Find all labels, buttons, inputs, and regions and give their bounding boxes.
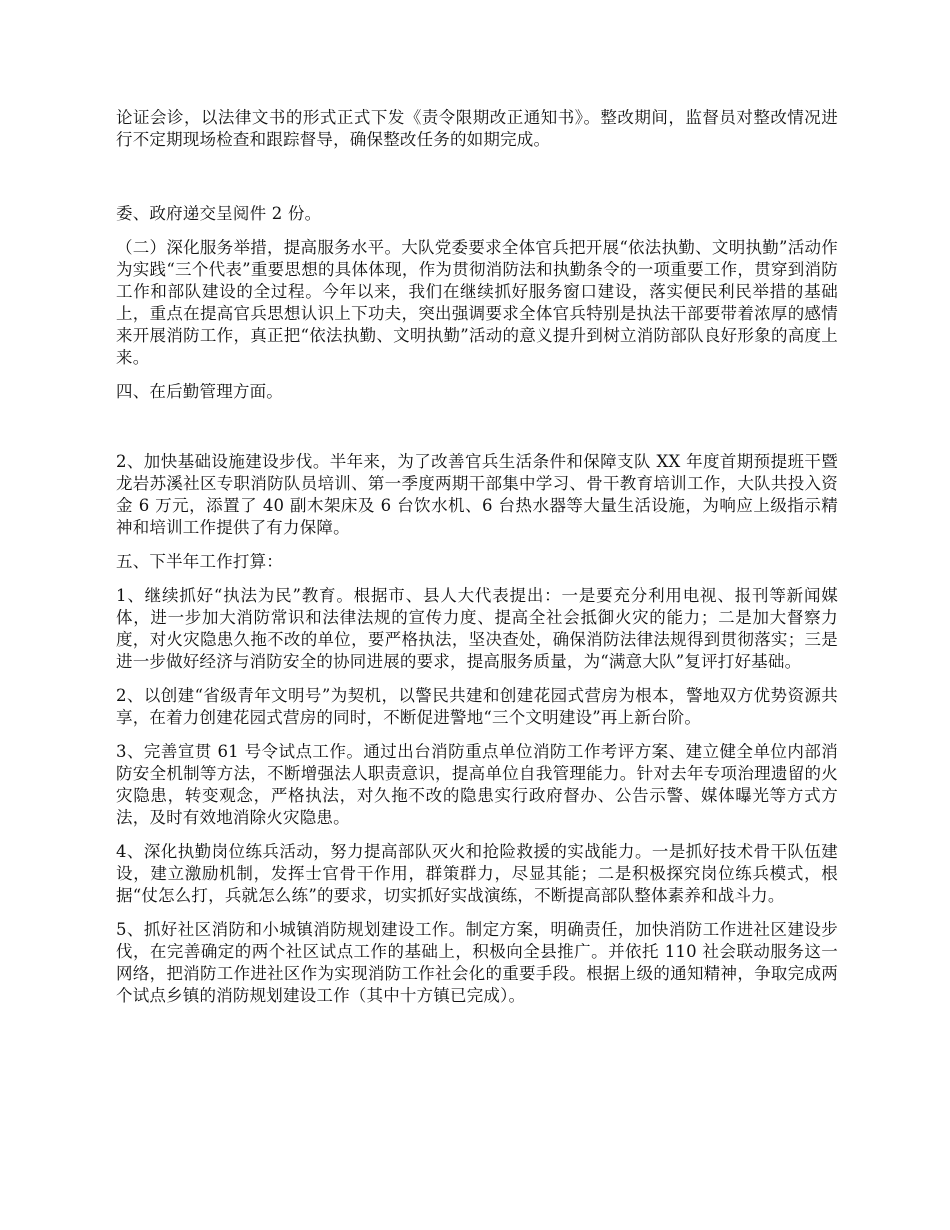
plan-item-1: 1、继续抓好“执法为民”教育。根据市、县人大代表提出：一是要充分利用电视、报刊等新闻媒体，进一步加大消防常识和法律法规的宣传力度、提高全社会抵御火灾的能力；二是加大督察力度，对火灾隐患久拖不改的单位，要严格执法，坚决查处，确保消防法律法规得到贯彻落实；三是进一步做好经济与消防安全的协同进展的要求，提高服务质量，为“满意大队”复评打好基础。 xyxy=(116,586,838,671)
paragraph-gap xyxy=(116,829,838,841)
plan-item-4: 4、深化执勤岗位练兵活动，努力提高部队灭火和抢险救援的实战能力。一是抓好技术骨干队伍建设，建立激励机制，发挥士官骨干作用，群策群力，尽显其能；二是积极探究岗位练兵模式，根据“仗怎么打，兵就怎么练”的要求，切实抓好实战演练，不断提高部队整体素养和战斗力。 xyxy=(116,842,838,905)
paragraph-submission: 委、政府递交呈阅件 2 份。 xyxy=(116,204,322,223)
paragraph-gap xyxy=(116,907,838,919)
paragraph-rectification: 论证会诊，以法律文书的形式正式下发《责令限期改正通知书》。整改期间，监督员对整改情况进行不定期现场检查和跟踪督导，确保整改任务的如期完成。 xyxy=(116,108,838,149)
paragraph-gap xyxy=(116,151,838,203)
paragraph-gap xyxy=(116,539,838,551)
document-page xyxy=(116,107,838,1007)
paragraph-service-measures: （二）深化服务举措，提高服务水平。大队党委要求全体官兵把开展“依法执勤、文明执勤”活动作为实践“三个代表”重要思想的具体体现，作为贯彻消防法和执勤条令的一项重要工作，贯穿到消防工作和部队建设的全过程。今年以来，我们在继续抓好服务窗口建设，落实便民利民举措的基础上，重点在提高官兵思想认识上下功夫，突出强调要求全体官兵特别是执法干部要带着浓厚的感情来开展消防工作，真正把“依法执勤、文明执勤”活动的意义提升到树立消防部队良好形象的高度上来。 xyxy=(116,238,838,367)
paragraph-gap xyxy=(116,673,838,685)
paragraph-infrastructure: 2、加快基础设施建设步伐。半年来，为了改善官兵生活条件和保障支队 XX 年度首期预提班干暨龙岩苏溪社区专职消防队员培训、第一季度两期干部集中学习、骨干教育培训工作，大队共投入资金 6 万元，添置了 40 副木架床及 6 台饮水机、6 台热水器等大量生活设施，为响应上级指示精神和培训工作提供了有力保障。 xyxy=(116,452,838,537)
paragraph-gap xyxy=(116,573,838,585)
plan-item-2: 2、以创建“省级青年文明号”为契机，以警民共建和创建花园式营房为根本，警地双方优势资源共享，在着力创建花园式营房的同时，不断促进警地“三个文明建设”再上新台阶。 xyxy=(116,686,838,727)
paragraph-gap xyxy=(116,369,838,381)
paragraph-gap xyxy=(116,225,838,237)
section-heading-logistics: 四、在后勤管理方面。 xyxy=(116,382,283,401)
plan-item-5: 5、抓好社区消防和小城镇消防规划建设工作。制定方案，明确责任，加快消防工作进社区建设步伐，在完善确定的两个社区试点工作的基础上，积极向全县推广。并依托 110 社会联动服务这一网络，把消防工作进社区作为实现消防工作社会化的重要手段。根据上级的通知精神，争取完成两个试点乡镇的消防规划建设工作（其中十方镇已完成）。 xyxy=(116,920,838,1005)
plan-item-3: 3、完善宣贯 61 号令试点工作。通过出台消防重点单位消防工作考评方案、建立健全单位内部消防安全机制等方法，不断增强法人职责意识，提高单位自我管理能力。针对去年专项治理遗留的火灾隐患，转变观念，严格执法，对久拖不改的隐患实行政府督办、公告示警、媒体曝光等方式方法，及时有效地消除火灾隐患。 xyxy=(116,742,838,827)
section-heading-plans: 五、下半年工作打算： xyxy=(116,552,283,571)
paragraph-gap xyxy=(116,403,838,451)
paragraph-gap xyxy=(116,729,838,741)
